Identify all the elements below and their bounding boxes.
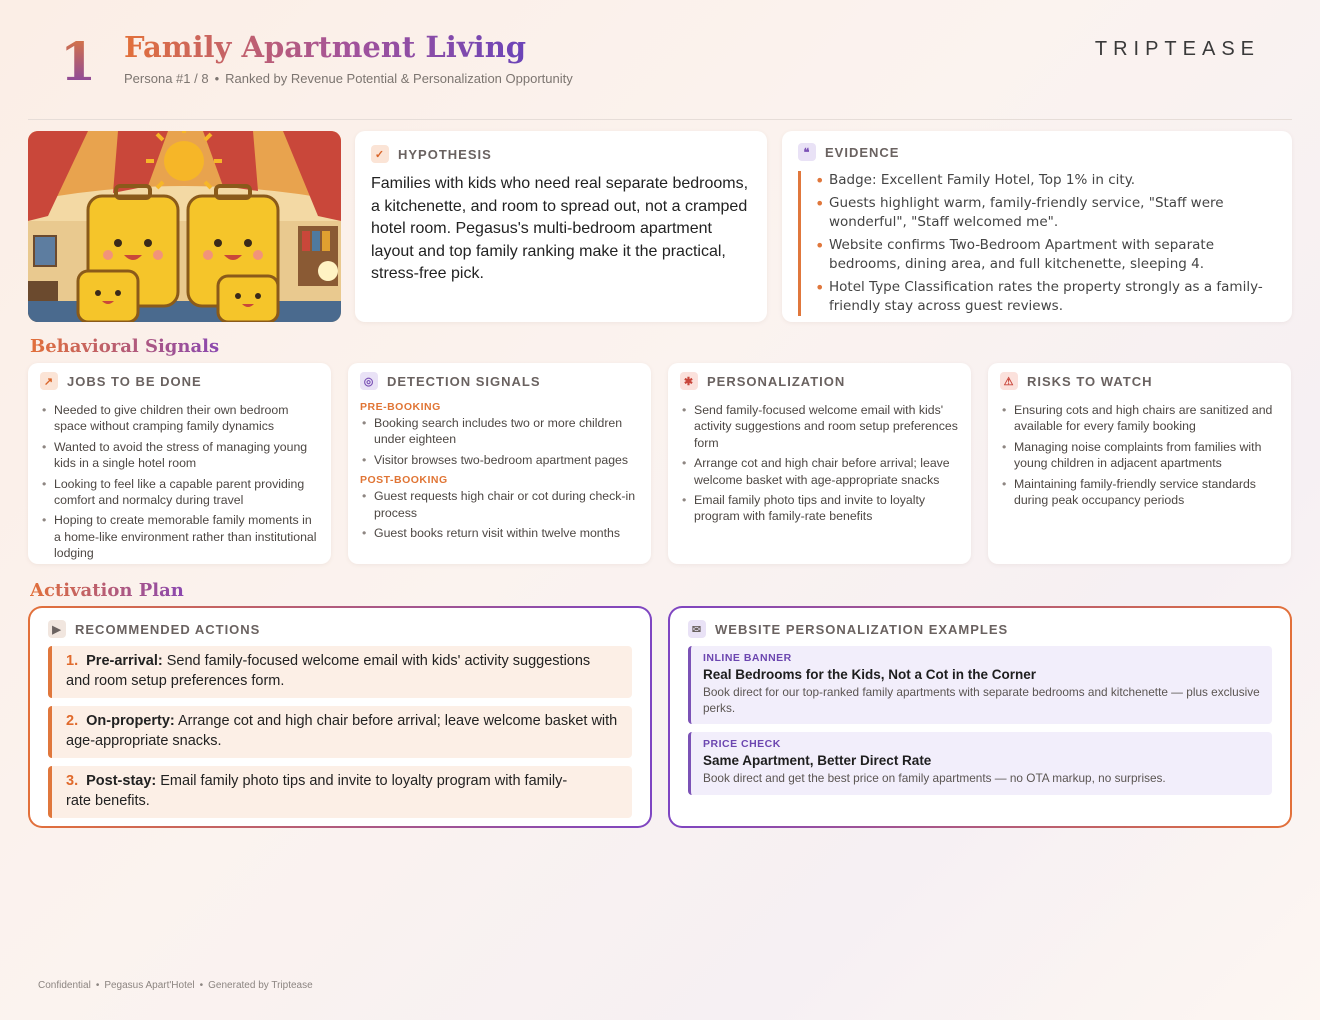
step-text: Send family-focused welcome email with kids' activity suggestions and room setup preferences form. <box>66 653 591 689</box>
detection-header <box>360 372 639 390</box>
list-item: • Visitor browses two-bedroom apartment pages <box>360 452 639 468</box>
list-item: • Looking to feel like a capable parent providing comfort and normalcy during travel <box>40 476 319 509</box>
footer-generated: Generated by Triptease <box>208 980 313 991</box>
pre-booking-list <box>360 415 639 468</box>
detection-card <box>348 363 651 564</box>
separator: • <box>214 71 220 86</box>
list-item: • Wanted to avoid the stress of managing young kids in a single hotel room <box>40 439 319 472</box>
mail-icon: ✉ <box>688 620 706 638</box>
evidence-item: • Badge: Excellent Family Hotel, Top 1% in city. <box>815 171 1276 190</box>
play-icon: ▶ <box>48 620 66 638</box>
risks-list <box>1000 402 1279 508</box>
risks-header <box>1000 372 1279 390</box>
hypothesis-text: Families with kids who need real separate bedrooms, a kitchenette, and room to spread out, not a cramped hotel room. Pegasus's multi-bedroom apartment layout and top family ranking make it the practical, stress-free pick. <box>371 175 749 283</box>
quote-icon: ❝ <box>798 143 816 161</box>
pre-booking-label: PRE-BOOKING <box>360 401 441 413</box>
behavioral-signals-title: Behavioral Signals <box>30 336 220 357</box>
list-item: • Email family photo tips and invite to loyalty program with family-rate benefits <box>680 492 959 525</box>
separator: • <box>199 980 204 991</box>
hypothesis-card <box>355 131 767 322</box>
step-text: Email family photo tips and invite to loyalty program with family-rate benefits. <box>66 773 568 809</box>
list-item: • Booking search includes two or more children under eighteen <box>360 415 639 448</box>
footer-hotel: Pegasus Apart'Hotel <box>104 980 195 991</box>
arrow-up-right-icon: ↗ <box>40 372 58 390</box>
post-booking-label: POST-BOOKING <box>360 474 448 487</box>
personalization-card <box>668 363 971 564</box>
jobs-header <box>40 372 319 390</box>
separator: • <box>95 980 100 991</box>
jobs-card <box>28 363 331 564</box>
actions-header <box>48 620 632 638</box>
step-number: 3. <box>66 773 79 789</box>
website-example <box>688 732 1272 795</box>
example-tag: PRICE CHECK <box>703 738 781 750</box>
evidence-list <box>798 171 1276 316</box>
step-label: On-property: <box>86 713 175 729</box>
personalization-list <box>680 402 959 525</box>
list-item: • Guest requests high chair or cot during check-in process <box>360 488 639 521</box>
list-item: • Arrange cot and high chair before arrival; leave welcome basket with age-appropriate snacks <box>680 455 959 488</box>
list-item: • Send family-focused welcome email with kids' activity suggestions and room setup preferences form <box>680 402 959 451</box>
activation-plan-title: Activation Plan <box>30 580 184 601</box>
post-booking-list <box>360 488 639 541</box>
hypothesis-heading: HYPOTHESIS <box>398 146 492 162</box>
persona-index: Persona #1 / 8 <box>124 71 209 86</box>
detection-heading: DETECTION SIGNALS <box>387 373 541 389</box>
brand-logo: TRIPTEASE <box>1094 38 1260 60</box>
risks-heading: RISKS TO WATCH <box>1027 373 1153 389</box>
jobs-list <box>40 402 319 562</box>
action-step <box>48 766 632 818</box>
step-label: Post-stay: <box>86 773 157 789</box>
page-title: Family Apartment Living <box>124 30 527 64</box>
persona-number: 1 <box>60 32 97 93</box>
website-example <box>688 646 1272 724</box>
warning-icon: ⚠ <box>1000 372 1018 390</box>
ranking-note: Ranked by Revenue Potential & Personalization Opportunity <box>225 71 573 86</box>
website-personalization-card <box>668 606 1292 828</box>
example-description: Book direct and get the best price on family apartments — no OTA markup, no surprises. <box>703 771 1166 785</box>
page-subtitle <box>124 71 573 86</box>
step-text: Arrange cot and high chair before arrival; leave welcome basket with age-appropriate snacks. <box>66 713 618 749</box>
step-number: 2. <box>66 713 79 729</box>
page-footer <box>38 980 313 991</box>
personalization-heading: PERSONALIZATION <box>707 373 846 389</box>
list-item: • Maintaining family-friendly service standards during peak occupancy periods <box>1000 476 1279 509</box>
step-number: 1. <box>66 653 79 669</box>
list-item: • Needed to give children their own bedroom space without cramping family dynamics <box>40 402 319 435</box>
check-icon: ✓ <box>371 145 389 163</box>
website-personalization-body <box>670 608 1290 826</box>
evidence-card <box>782 131 1292 322</box>
evidence-item: • Guests highlight warm, family-friendly service, "Staff were wonderful", "Staff welcomed me". <box>815 194 1276 232</box>
personalization-header <box>680 372 959 390</box>
evidence-heading: EVIDENCE <box>825 144 900 160</box>
evidence-header <box>798 143 1276 161</box>
example-tag: INLINE BANNER <box>703 652 792 664</box>
example-headline: Same Apartment, Better Direct Rate <box>703 753 932 768</box>
website-header <box>688 620 1272 638</box>
step-label: Pre-arrival: <box>86 653 163 669</box>
recommended-actions-body <box>30 608 650 826</box>
list-item: • Hoping to create memorable family moments in a home-like environment rather than institutional lodging <box>40 512 319 561</box>
list-item: • Managing noise complaints from families with young children in adjacent apartments <box>1000 439 1279 472</box>
action-step <box>48 646 632 698</box>
list-item: • Guest books return visit within twelve months <box>360 525 639 541</box>
footer-confidential: Confidential <box>38 980 91 991</box>
example-headline: Real Bedrooms for the Kids, Not a Cot in the Corner <box>703 667 1037 682</box>
suitcase-family-illustration <box>28 131 341 322</box>
recommended-actions-card <box>28 606 652 828</box>
list-item: • Ensuring cots and high chairs are sanitized and available for every family booking <box>1000 402 1279 435</box>
page-header <box>28 28 1292 120</box>
hypothesis-header <box>371 145 751 163</box>
evidence-item: • Website confirms Two-Bedroom Apartment with separate bedrooms, dining area, and full kitchenette, sleeping 4. <box>815 236 1276 274</box>
example-description: Book direct for our top-ranked family apartments with separate bedrooms and kitchenette — plus exclusive perks. <box>703 685 1260 715</box>
evidence-item: • Hotel Type Classification rates the property strongly as a family-friendly stay across guest reviews. <box>815 278 1276 316</box>
actions-heading: RECOMMENDED ACTIONS <box>75 621 261 637</box>
sparkle-icon: ✱ <box>680 372 698 390</box>
jobs-heading: JOBS TO BE DONE <box>67 373 202 389</box>
risks-card <box>988 363 1291 564</box>
website-heading: WEBSITE PERSONALIZATION EXAMPLES <box>715 621 1009 637</box>
action-step <box>48 706 632 758</box>
target-icon: ◎ <box>360 372 378 390</box>
